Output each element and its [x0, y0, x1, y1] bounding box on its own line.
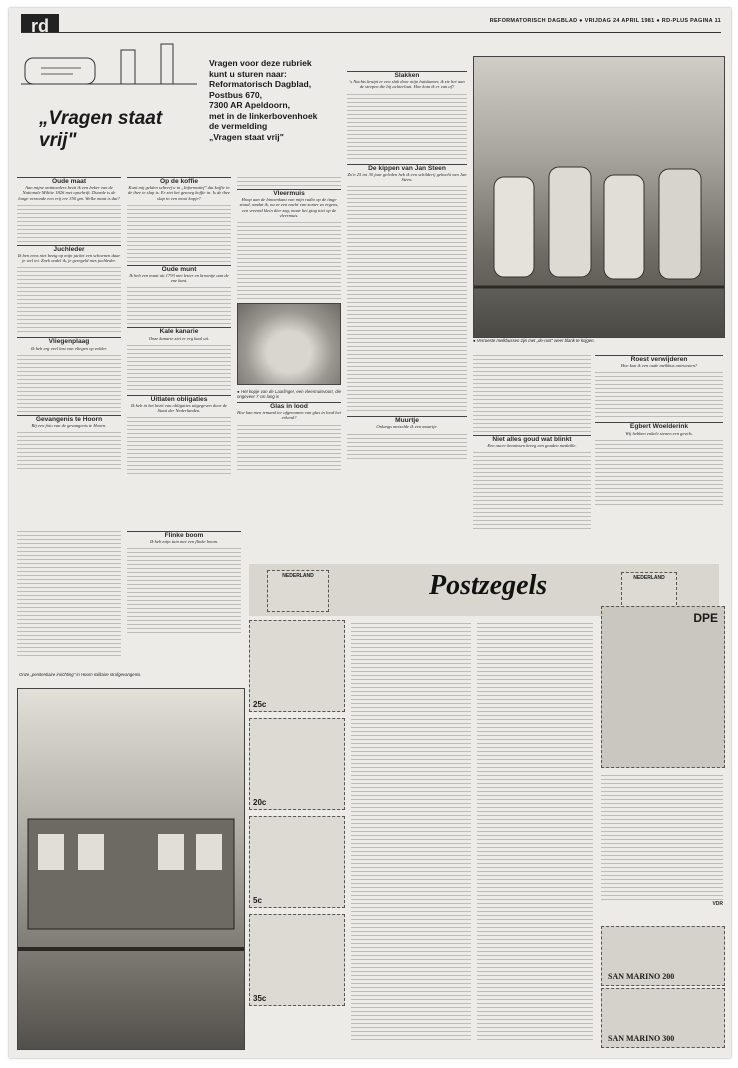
jug-photo: [237, 303, 341, 385]
milk-cans-photo: [473, 56, 725, 338]
question-kale-kanarie: Onze kanarie ziet er erg kaal uit.: [148, 335, 210, 341]
milk-caption: ● Verroeste melkbussen zijn met „de-rust" weer blank te krijgen.: [473, 338, 595, 343]
banner-stamp-2-label: NEDERLAND: [633, 575, 665, 581]
address-line-8: „Vragen staat vrij": [209, 131, 284, 142]
column-3: [237, 174, 341, 514]
column-stamps-text-2: [477, 620, 593, 1048]
column-1-lower: [17, 528, 121, 668]
san-marino-stamp-1: [601, 926, 725, 986]
street-drawing: [18, 689, 244, 1049]
stamp-4-value: 35c: [253, 994, 267, 1003]
question-juchleder: Ik ben eens niet bezig op mijn jacket een schoenen daar je wel iet. Zoek ondel ik, je geregeld mes juchleder.: [17, 253, 121, 264]
text-lines: [477, 620, 593, 1040]
column-1: [17, 174, 121, 522]
text-lines: [17, 352, 121, 412]
rubric-title: „Vragen staat vrij": [39, 108, 163, 151]
street-photo: [17, 688, 245, 1050]
text-lines: [17, 528, 121, 658]
question-roest: Hoe kan ik een oude melkbus ontroesten?: [620, 363, 698, 369]
heading-muurtje: Muurtje: [347, 416, 467, 423]
tram-caption: Onze „penitentiaire inrichting" in Hoorn militaire strafgevangenis.: [19, 672, 142, 677]
text-lines: [595, 369, 723, 419]
banner-stamp-1: [267, 570, 329, 612]
dpe-stamp: [601, 606, 725, 768]
question-op-de-koffie: Kunt mij gelden schreef u in „Informatief" dat koffie in de thee te slap is. Er ziet het genoeg koffie in. Is de thee slap in een mooi kopje?: [127, 185, 231, 201]
stamp-2: [249, 718, 345, 810]
text-lines: [347, 183, 467, 413]
postzegels-title: Postzegels: [429, 570, 548, 601]
rd-logo: rd: [21, 14, 59, 33]
san-marino-label-1: SAN MARINO 200: [608, 972, 675, 981]
address-box: [209, 58, 359, 168]
question-gevangenis: Bij een foto van de gevangenis te Hoorn.: [31, 423, 107, 429]
question-vliegenplaag: Ik heb erg veel last van vliegen op zolder.: [31, 345, 107, 351]
question-flinke-boom: Ik heb mijn tuin met een flinke boom.: [149, 539, 219, 545]
address-line-2: kunt u sturen naar:: [209, 68, 287, 79]
column-2-lower: [127, 528, 241, 668]
san-marino-label-2: SAN MARINO 300: [608, 1034, 675, 1043]
heading-flinke-boom: Flinke boom: [127, 531, 241, 538]
question-glas-in-lood: Hoe kan men iemand ter afgenomen van glas in lood het erkend?: [237, 410, 341, 421]
stamp-1-value: 25c: [253, 700, 267, 709]
text-lines: [347, 91, 467, 161]
heading-kale-kanarie: Kale kanarie: [127, 327, 231, 334]
text-lines: [127, 202, 231, 262]
text-lines: [17, 429, 121, 469]
heading-gevangenis: Gevangenis te Hoorn: [17, 415, 121, 422]
text-lines: [237, 219, 341, 299]
heading-vleermuis: Vleermuis: [237, 189, 341, 196]
question-muurtje: Onlangs metselde ik een muurtje.: [376, 424, 438, 430]
text-lines: [127, 414, 231, 474]
heading-roest: Roest verwijderen: [595, 355, 723, 362]
stamp-2-value: 20c: [253, 798, 267, 807]
page-header: [21, 14, 721, 33]
question-slakken: 's Nachts kruipt er een slak door mijn huiskamer, ik zie het aan de strepen die hij achterlaat. Hoe kom ik er van af?: [349, 79, 465, 90]
heading-oude-maat: Oude maat: [17, 177, 121, 184]
address-line-1: Vragen voor deze rubriek: [209, 58, 312, 68]
heading-slakken: Slakken: [347, 71, 467, 78]
banner-stamp-2: [621, 572, 677, 610]
heading-vliegenplaag: Vliegenplaag: [17, 337, 121, 344]
heading-kippen: De kippen van Jan Steen: [347, 164, 467, 171]
milk-cans-drawing: [474, 57, 724, 337]
text-lines: [17, 264, 121, 334]
column-2: [127, 174, 231, 522]
question-uitlaten: Ik heb in het bezit van obligaties uitgegeven door de Staat der Nederlanden.: [130, 403, 228, 414]
text-lines: [237, 422, 341, 472]
text-lines: [473, 449, 591, 529]
heading-juchleder: Juchleder: [17, 245, 121, 252]
heading-egbert: Egbert Woelderink: [595, 422, 723, 429]
question-egbert: Wij hebben enkele stenen een gevels.: [625, 430, 693, 436]
question-oude-maat: Aan mijne ontmoeders bezit ik een beker van de Nationale Militie 1826 met opschrift. Duurde is de longe verzonde een vrij ere 350 gm. Welke maat is dat?: [18, 185, 120, 201]
heading-uitlaten: Uitlaten obligaties: [127, 395, 231, 402]
jug-caption: ● Het kopje van de Laarlinger, een vleermuisvoort, die ongeveer 7 cm lang is: [237, 389, 341, 400]
text-lines: [127, 545, 241, 635]
heading-op-de-koffie: Op de koffie: [127, 177, 231, 184]
heading-glas-in-lood: Glas in lood: [237, 402, 341, 409]
stamps-left: [249, 620, 345, 1048]
newspaper-page: [9, 8, 731, 1058]
text-lines: [127, 342, 231, 392]
column-right-lower: [601, 772, 723, 920]
address-line-6: met in de linkerbovenhoek: [209, 110, 318, 121]
mailbox-drawing: [21, 40, 197, 100]
address-line-7: de vermelding: [209, 121, 268, 131]
text-lines: [601, 772, 723, 902]
address-line-4: Postbus 670,: [209, 89, 263, 100]
stamp-3-value: 5c: [253, 896, 262, 905]
text-lines: [473, 352, 591, 432]
heading-niet-alles: Niet alles goud wat blinkt: [473, 435, 591, 442]
address-line-5: 7300 AR Apeldoorn,: [209, 100, 291, 110]
rubric-banner: [21, 40, 197, 162]
question-oude-munt: Ik heb een munt uit 1793 met letter en kroontje aan de ene kant.: [129, 273, 229, 284]
heading-oude-munt: Oude munt: [127, 265, 231, 272]
stamp-4: [249, 914, 345, 1006]
column-4: [347, 68, 467, 548]
text-lines: [351, 620, 471, 1040]
address-line-3: Reformatorisch Dagblad,: [209, 79, 312, 89]
author-initials: VDR: [712, 901, 723, 907]
stamp-1: [249, 620, 345, 712]
dpe-label: DPE: [693, 611, 718, 625]
stamp-3: [249, 816, 345, 908]
text-lines: [347, 431, 467, 461]
banner-stamp-1-label: NEDERLAND: [282, 573, 314, 579]
question-niet-alles: Een oncer kennissen kreeg een gouden medaille.: [487, 443, 577, 449]
column-mid-upper: [473, 352, 591, 572]
text-lines: [595, 437, 723, 507]
running-head: REFORMATORISCH DAGBLAD ● VRIJDAG 24 APRIL 1981 ● RD-PLUS PAGINA 11: [489, 18, 721, 24]
question-vleermuis: Hoop aan de binnenkant van mijn radio op de tinge stond, omdat ik, nu ze een nacht van zomer zo ergens, een vreemd klein dier zag, maar het ging niet op de vleermuis.: [239, 197, 339, 218]
text-lines: [17, 202, 121, 242]
column-stamps-text-1: [351, 620, 471, 1048]
text-lines: [127, 284, 231, 324]
text-lines: [237, 174, 341, 186]
san-marino-stamp-2: [601, 988, 725, 1048]
question-kippen: Zo'n 25 tot 30 jaar geleden heb ik een schilderij gekocht van Jan Steen.: [347, 171, 467, 183]
column-right-upper: [595, 352, 723, 572]
